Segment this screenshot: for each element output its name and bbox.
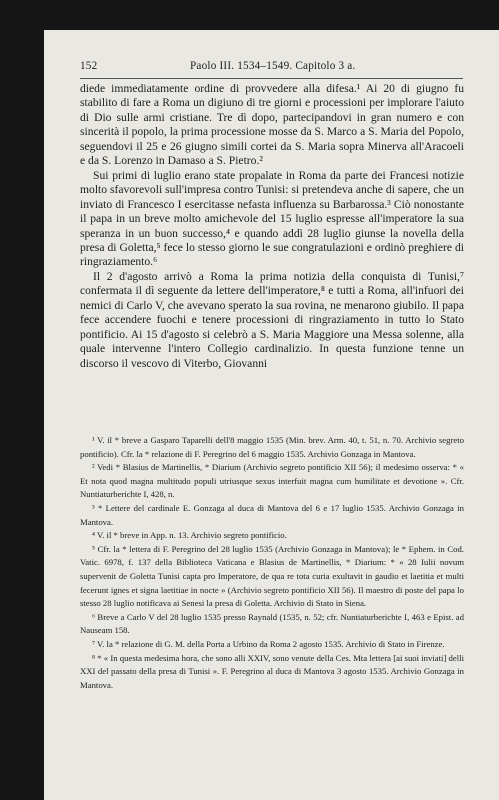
footnote: ⁸ * « In questa medesima hora, che sono alli XXIV, sono venute della Ces. Mta lettera [ai suoi inviati] delli XXI del passato della presa di Tunisi ». F. Peregrino al duca di Mantova 3 agosto 1535. Archivio Gonzaga in Mantova.: [80, 652, 464, 690]
footnote: ³ * Lettere del cardinale E. Gonzaga al duca di Mantova del 6 e 17 luglio 1535. Archivio Gonzaga in Mantova.: [80, 502, 464, 527]
book-page: [44, 30, 499, 800]
footnote: ⁴ V. il * breve in App. n. 13. Archivio segreto pontificio.: [92, 530, 287, 541]
footnote: ² Vedi * Blasius de Martinellis, * Diarium (Archivio segreto pontificio XII 56); il medesimo osserva: * « Et nota quod magna multitudo populi utriusque sexus interfuit magna cum humilitate et devotione ». Cfr. Nuntiaturberichte I, 428, n.: [80, 462, 464, 500]
footnote: ⁶ Breve a Carlo V del 28 luglio 1535 presso Raynald (1535, n. 52; cfr. Nuntiaturberichte I, 463 e Epist. ad Nauseam 158.: [80, 611, 464, 636]
footnote: ⁷ V. la * relazione di G. M. della Porta a Urbino da Roma 2 agosto 1535. Archivio di Stato in Firenze.: [92, 638, 445, 649]
paragraph: diede immediatamente ordine di provvedere alla difesa.¹ Ai 20 di giugno fu stabilito di fare a Roma un digiuno di tre giorni e processioni per implorare l'aiuto di Dio sulle armi cristiane. Tre dì dopo, partecipandovi in gran numero e con sincerità il popolo, la prima processione mosse da S. Marco a S. Maria del Popolo, seguendovi il 25 e 26 giugno simili cortei da S. Maria sopra Minerva all'Aracoeli e da S. Lorenzo in Damaso a S. Pietro.²: [80, 82, 464, 168]
paragraph: Sui primi di luglio erano state propalate in Roma da parte dei Francesi notizie molto sfavorevoli sull'impresa contro Tunisi: si pretendeva anche di sapere, che un inviato di Francesco I esercitasse nefasta influenza su Barbarossa.³ Ciò nonostante il papa in un breve molto amichevole del 15 luglio espresse all'imperatore la sua speranza in un buon successo,⁴ e quando addì 28 luglio giunse la novella della presa di Goletta,⁵ fece lo stesso giorno le sue congratulazioni e ordinò preghiere di ringraziamento.⁶: [80, 168, 464, 269]
footnote: ¹ V. il * breve a Gasparo Taparelli dell'8 maggio 1535 (Min. brev. Arm. 40, t. 51, n. 70. Archivio segreto pontificio). Cfr. la * relazione di F. Peregrino del 6 maggio 1535. Archivio Gonzaga in Mantova.: [80, 435, 464, 459]
main-text: [80, 82, 464, 371]
footnotes: [80, 434, 464, 692]
running-title: Paolo III. 1534–1549. Capitolo 3 a.: [190, 60, 356, 72]
footnote: ⁵ Cfr. la * lettera di F. Peregrino del 28 luglio 1535 (Archivio Gonzaga in Mantova); le * Ephem. in Cod. Vatic. 6978, f. 137 della Biblioteca Vaticana e Blasius de Martinellis, * Diarium: * « 28 Iulii novum supervenit de Goletta Tunisi capta pro Imperatore, de qua re tota curia exultavit in gaudio et laetitia et multi fecerunt ignes et signa laetitiae in nocte » (Archivio segreto pontificio XII 56). Il maestro di poste del papa lo stesso 28 luglio notificava ai Senesi la presa di Goletta. Archivio di Stato in Siena.: [80, 543, 464, 609]
paragraph: Il 2 d'agosto arrivò a Roma la prima notizia della conquista di Tunisi,⁷ confermata il dì seguente da lettere dell'imperatore,⁸ e tutti a Roma, all'infuori dei nemici di Carlo V, che avevano sperato la sua rovina, ne menarono giubilo. Il papa fece accendere fuochi e tenere processioni di ringraziamento in tutto lo Stato pontificio. Ai 15 d'agosto si celebrò a S. Maria Maggiore una Messa solenne, alla quale intervenne l'intero Collegio cardinalizio. In questa funzione tenne un discorso il vescovo di Viterbo, Giovanni: [80, 269, 464, 370]
header-rule: [80, 78, 463, 79]
page-number: 152: [80, 60, 98, 72]
